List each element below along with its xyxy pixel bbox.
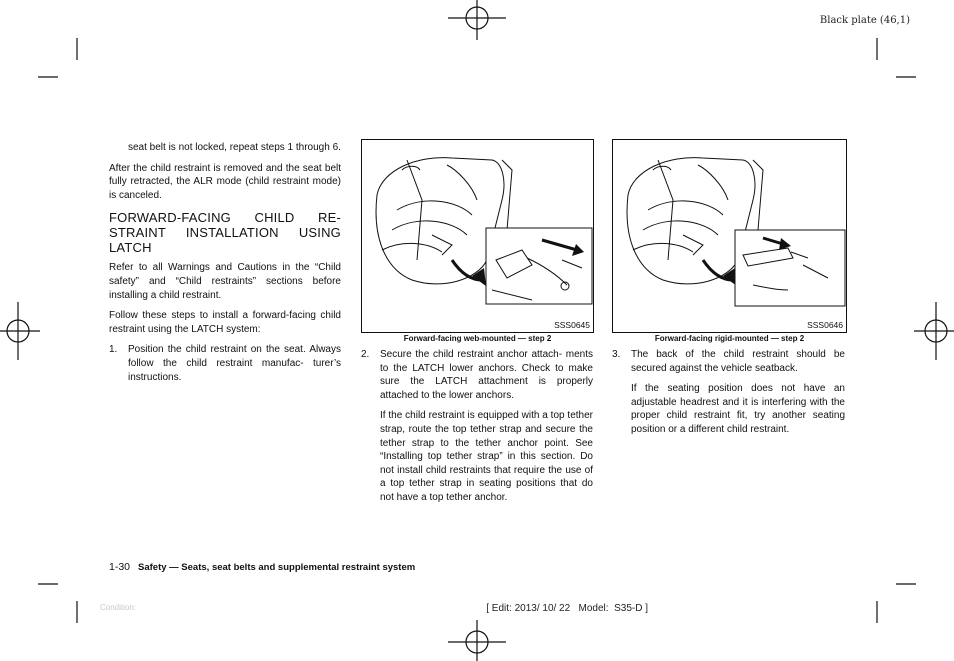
edit-info: [ Edit: 2013/ 10/ 22 Model: S35-D ] bbox=[486, 603, 648, 614]
column-2 bbox=[361, 348, 593, 512]
step-1 bbox=[109, 343, 341, 384]
step-2 bbox=[361, 348, 593, 402]
page-number: 1-30 bbox=[109, 561, 131, 573]
section-title: Safety — Seats, seat belts and supplemental restraint system bbox=[138, 562, 416, 573]
condition-label: Condition: bbox=[100, 603, 137, 612]
plate-label: Black plate (46,1) bbox=[819, 15, 910, 26]
figure-rigid-mounted bbox=[612, 139, 847, 333]
column-1 bbox=[109, 141, 341, 384]
alr-paragraph: After the child restraint is removed and the seat belt fully retracted, the ALR mode (child restraint mode) is canceled. bbox=[109, 162, 341, 201]
step-2-number: 2. bbox=[361, 349, 370, 360]
section-heading: FORWARD-FACING CHILD RE- STRAINT INSTALLATION USING LATCH bbox=[109, 210, 341, 256]
step-1-number: 1. bbox=[109, 344, 118, 356]
step-2-tether-paragraph: If the child restraint is equipped with a top tether strap, route the top tether strap and secure the tether strap to the tether anchor point. See “Installing top tether strap” in this section. Do not install child restraints that require the use of a top tether strap in seating positions that do not have a top tether anchor. bbox=[380, 410, 593, 503]
figure-web-mounted bbox=[361, 139, 594, 333]
figure-caption: Forward-facing web-mounted — step 2 bbox=[403, 334, 552, 343]
figure-code: SSS0646 bbox=[807, 320, 843, 330]
step-3 bbox=[612, 348, 845, 375]
child-seat-web-mounted-illustration bbox=[362, 140, 593, 332]
step-2-text: Secure the child restraint anchor attach- ments to the LATCH lower anchors. Check to make sure the LATCH attachment is properly attached to the lower anchors. bbox=[380, 349, 593, 401]
figure-code: SSS0645 bbox=[554, 320, 590, 330]
refer-paragraph: Refer to all Warnings and Cautions in the “Child safety” and “Child restraints” sections before installing a child restraint. bbox=[109, 262, 341, 301]
child-seat-rigid-mounted-illustration bbox=[613, 140, 846, 332]
page-footer bbox=[109, 561, 609, 573]
follow-paragraph: Follow these steps to install a forward-facing child restraint using the LATCH system: bbox=[109, 310, 341, 335]
step-3-headrest-paragraph: If the seating position does not have an adjustable headrest and it is interfering with the proper child restraint fit, try another seating position or a different child restraint. bbox=[631, 383, 845, 435]
figure-caption: Forward-facing rigid-mounted — step 2 bbox=[654, 334, 805, 343]
step-3-number: 3. bbox=[612, 349, 621, 360]
step-1-text: Position the child restraint on the seat. Always follow the child restraint manufac- turer’s instructions. bbox=[128, 344, 341, 383]
continued-paragraph: seat belt is not locked, repeat steps 1 through 6. bbox=[128, 142, 341, 153]
column-3 bbox=[612, 348, 845, 444]
step-3-text: The back of the child restraint should be secured against the vehicle seatback. bbox=[631, 349, 845, 374]
